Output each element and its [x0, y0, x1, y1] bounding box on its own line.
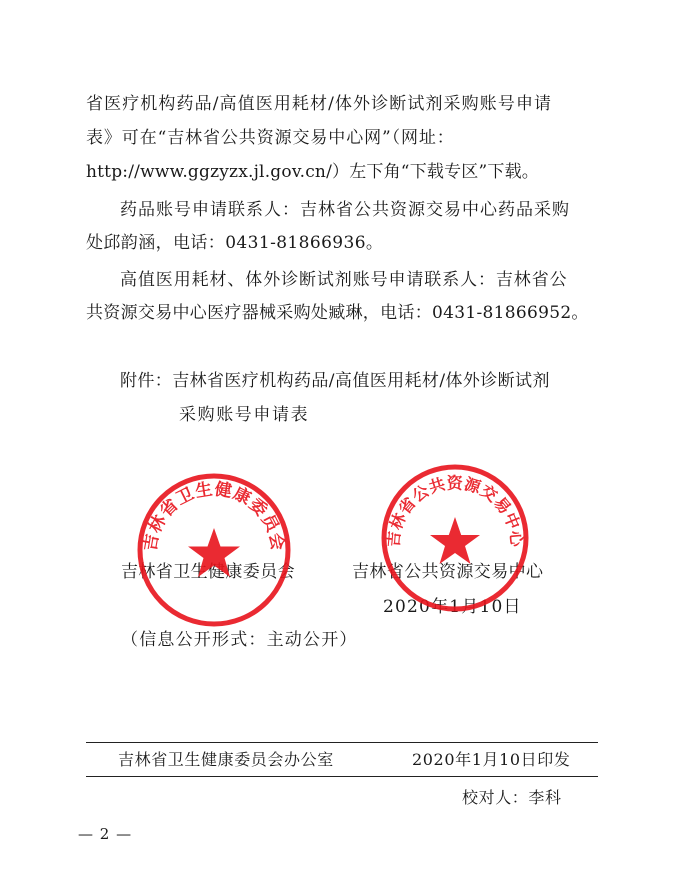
- svg-text:吉林省公共资源交易中心: 吉林省公共资源交易中心: [383, 473, 527, 548]
- signature-org-health-commission: 吉林省卫生健康委员会: [121, 562, 295, 582]
- body-line: 药品账号申请联系人：吉林省公共资源交易中心药品采购: [120, 200, 570, 220]
- signature-date: 2020年1月10日: [383, 597, 522, 617]
- footer-issuing-office: 吉林省卫生健康委员会办公室: [118, 750, 334, 769]
- body-line: 共资源交易中心医疗器械采购处臧琳，电话：0431-81866952。: [86, 303, 589, 323]
- svg-text:吉林省卫生健康委员会: 吉林省卫生健康委员会: [140, 479, 288, 553]
- footer-top-rule: [86, 742, 598, 743]
- health-commission-seal-icon: [136, 472, 292, 628]
- body-line: 省医疗机构药品/高值医用耗材/体外诊断试剂采购账号申请: [86, 94, 553, 114]
- footer-bottom-rule: [86, 776, 598, 777]
- footer-issue-date: 2020年1月10日印发: [412, 750, 571, 769]
- attachment-line: 采购账号申请表: [179, 405, 310, 425]
- attachment-line: 附件：吉林省医疗机构药品/高值医用耗材/体外诊断试剂: [120, 371, 550, 391]
- disclosure-note: （信息公开形式：主动公开）: [121, 630, 358, 650]
- body-line: 处邱韵涵，电话：0431-81866936。: [86, 233, 384, 253]
- body-line-url: http://www.ggzyzx.jl.gov.cn/）左下角“下载专区”下载。: [86, 162, 539, 182]
- body-line: 表》可在“吉林省公共资源交易中心网”（网址：: [86, 128, 455, 148]
- signature-org-trading-center: 吉林省公共资源交易中心: [352, 562, 544, 582]
- proofreader: 校对人：李科: [462, 788, 562, 807]
- body-line: 高值医用耗材、体外诊断试剂账号申请联系人：吉林省公: [120, 270, 568, 290]
- page-number: — 2 —: [78, 825, 133, 843]
- trading-center-seal-icon: [380, 463, 530, 613]
